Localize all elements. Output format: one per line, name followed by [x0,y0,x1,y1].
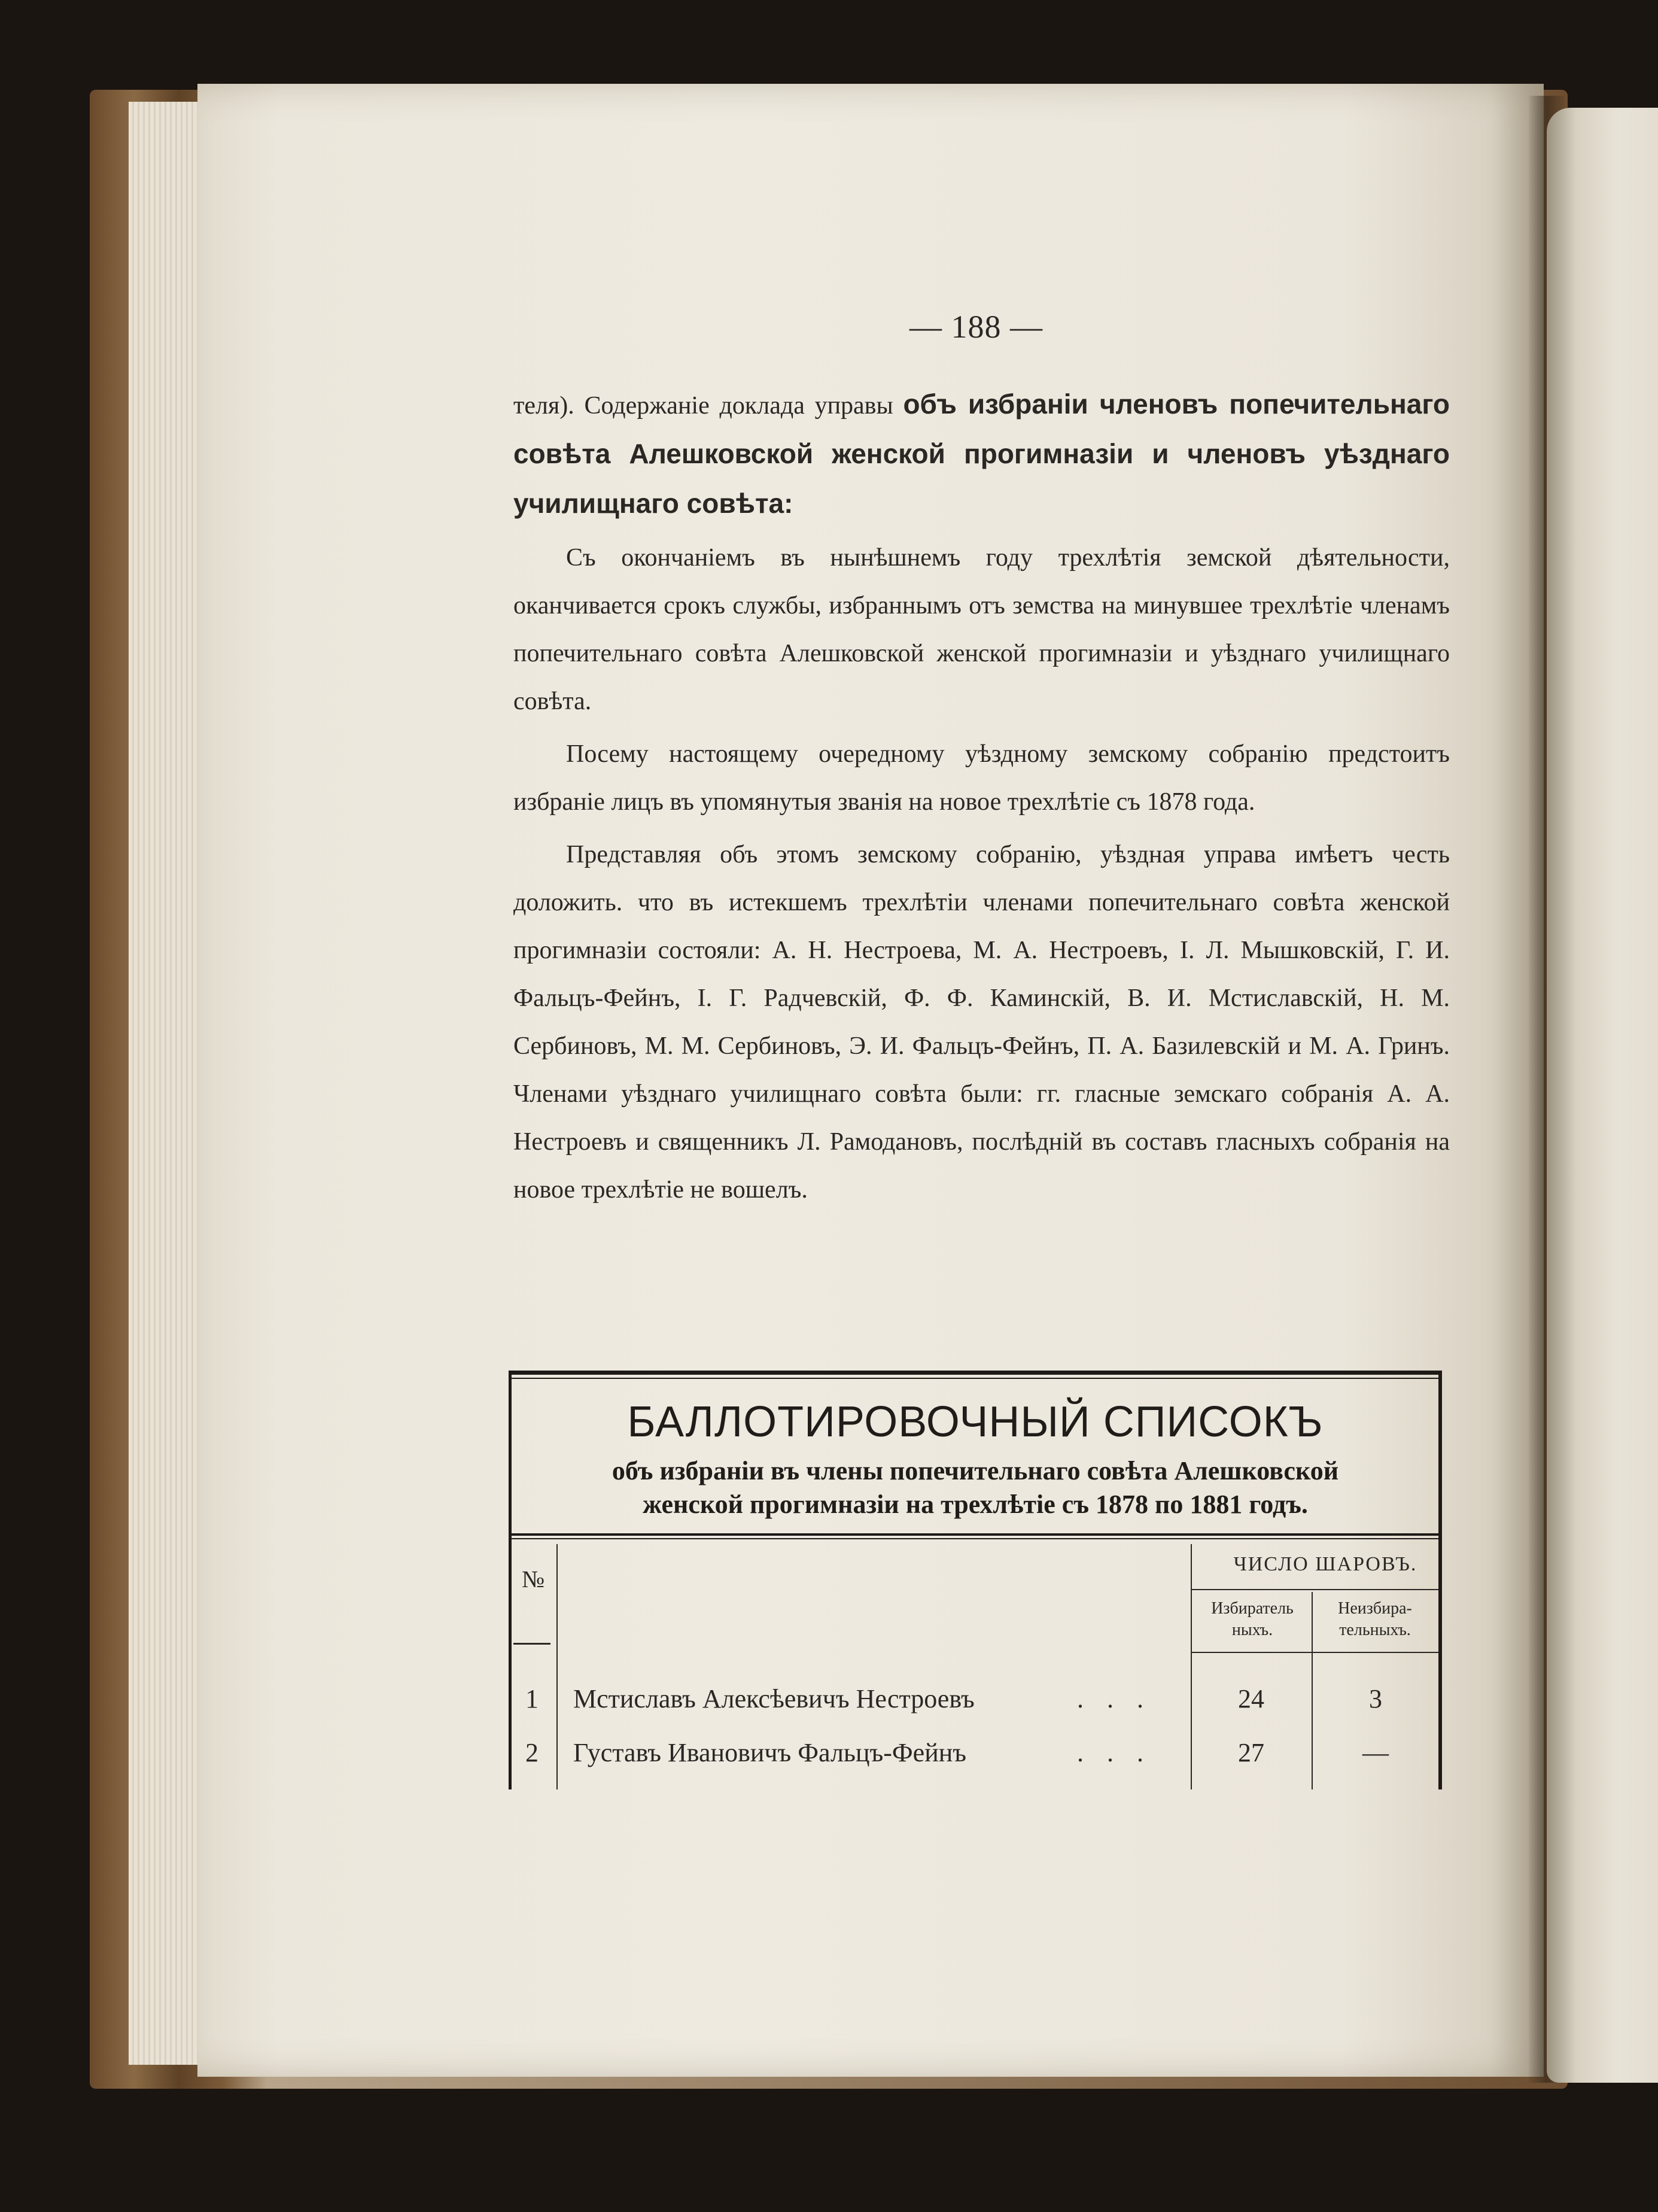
votes-against: — [1362,1738,1389,1767]
candidate-name: Густавъ Ивановичъ Фальцъ-Фейнъ [573,1738,967,1767]
report-subject: объ избраніи членовъ попечительнаго совѣта Алешковской женской прогимназіи и членовъ уѣзднаго училищнаго совѣта: [513,388,1450,519]
table-header-rule [509,1533,1442,1536]
leader-dots: . . . [1077,1738,1152,1767]
page-text [513,299,1450,1214]
page-number: — 188 — [909,309,1043,345]
paragraph-intro [513,380,1450,529]
header-divider [1192,1589,1438,1590]
ballot-subtitle-line-2: женской прогимназіи на трехлѣтіе съ 1878 по 1881 годъ. [643,1490,1308,1519]
table-row [509,1684,1442,1731]
paragraph-term-end: Съ окончаніемъ въ нынѣшнемъ году трехлѣтія земской дѣятельности, оканчивается срокъ службы, избраннымъ отъ земства на минувшее трехлѣтіе членамъ попечительнаго совѣта Алешковской женской прогимназіи и уѣзднаго училищнаго совѣта. [513,544,1450,715]
paragraph-election: Посему настоящему очередному уѣздному земскому собранію предстоитъ избраніе лицъ въ упомянутыя званія на новое трехлѣтіе съ 1878 года. [513,740,1450,816]
column-header-for-line-2: ныхъ. [1231,1621,1273,1639]
column-header-for [1195,1598,1309,1641]
paragraph-intro-start: теля). Содержаніе доклада управы [513,392,903,420]
table-top-rule [509,1371,1442,1375]
votes-for: 27 [1238,1738,1264,1767]
column-header-against [1315,1598,1435,1641]
right-page-edge [1547,108,1658,2083]
column-header-against-line-1: Неизбира- [1338,1599,1412,1618]
paragraph-members: Представляя объ этомъ земскому собранію, уѣздная управа имѣетъ честь доложить. что въ истекшемъ трехлѣтіи членами попечительнаго совѣта женской прогимназіи состояли: А. Н. Нестроева, М. А. Нестроевъ, І. Л. Мышковскій, Г. И. Фальцъ-Фейнъ, І. Г. Радчевскій, Ф. Ф. Каминскій, В. И. Мстиславскій, Н. М. Сербиновъ, М. М. Сербиновъ, Э. И. Фальцъ-Фейнъ, П. А. Базилевскій и М. А. Гринъ. Членами уѣзднаго училищнаго совѣта были: гг. гласные земскаго собранія А. А. Нестроевъ и священникъ Л. Рамодановъ, послѣдній въ составъ гласныхъ собранія на новое трехлѣтіе не вошелъ. [513,841,1450,1204]
leader-dots: . . . [1077,1684,1152,1713]
row-number: 2 [525,1738,539,1767]
ballot-subtitle [521,1454,1430,1521]
votes-against: 3 [1369,1684,1382,1713]
ballot-subtitle-line-1: объ избраніи въ члены попечительнаго совѣта Алешковской [612,1456,1339,1485]
number-column-dash [513,1643,550,1645]
table-top-rule-thin [509,1378,1442,1379]
candidate-name: Мстиславъ Алексѣевичъ Нестроевъ [573,1684,975,1713]
ballot-title: БАЛЛОТИРОВОЧНЫЙ СПИСОКЪ [627,1398,1324,1446]
table-header-rule-thin [509,1538,1442,1539]
votes-for: 24 [1238,1684,1264,1713]
ballot-list-table [509,1371,1442,1789]
column-header-number: № [522,1566,545,1593]
row-number: 1 [525,1684,539,1713]
column-header-for-line-1: Избиратель [1211,1599,1294,1618]
header-bottom-divider [1192,1652,1438,1653]
table-row [509,1737,1442,1785]
column-header-balls: ЧИСЛО ШАРОВЪ. [1233,1553,1417,1575]
column-header-against-line-2: тельныхъ. [1339,1621,1411,1639]
